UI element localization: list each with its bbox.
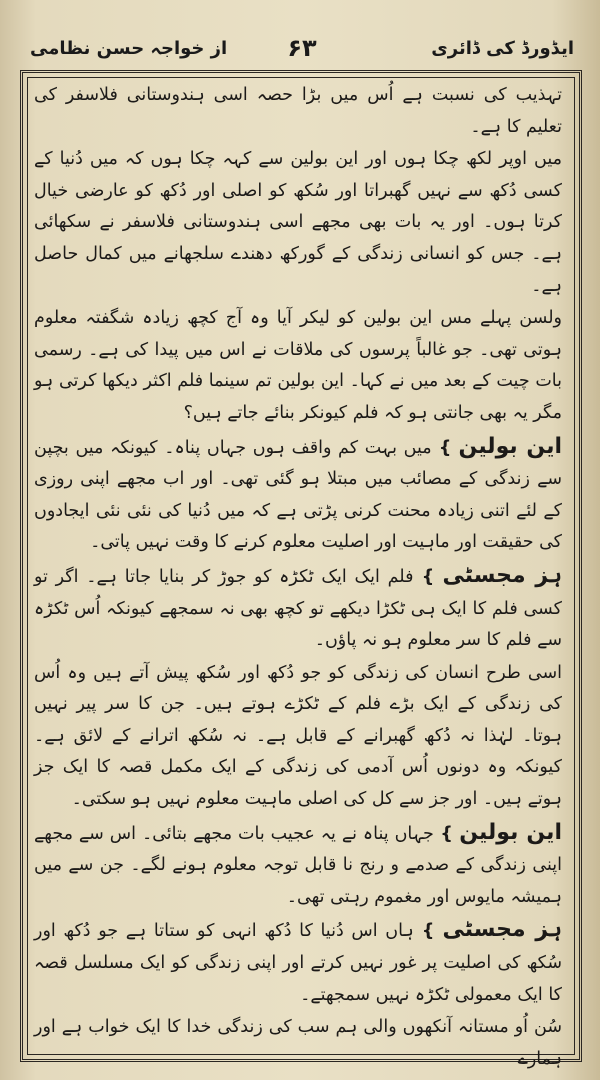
- speaker-name: ہز مجسٹی: [442, 917, 562, 943]
- speaker-name: ہز مجسٹی: [442, 562, 562, 588]
- running-title: ایڈورڈ کی ڈائری: [431, 38, 574, 59]
- paragraph: میں اوپر لکھ چکا ہوں اور این بولین سے کہہ چکا ہوں کہ میں دُنیا کے کسی دُکھ سے نہیں گھبراتا اور سُکھ کو اصلی اور دُکھ کو عارضی خیال کرتا ہوں۔ اور یہ بات بھی مجھے اسی ہندوستانی فلاسفر نے سکھائی ہے۔ جس کو انسانی زندگی کے گورکھ دھندے سلجھانے میں کمال حاصل ہے۔: [34, 149, 562, 296]
- paragraph: سُن اُو مستانہ آنکھوں والی ہم سب کی زندگی خدا کا ایک خواب ہے اور ہمارے: [34, 1017, 562, 1069]
- speaker-name: این بولین: [459, 819, 562, 845]
- dialogue-paragraph: ہز مجسٹی } ہاں اس دُنیا کا دُکھ انہی کو ستاتا ہے جو دُکھ اور سُکھ کی اصلیت پر غور نہیں کرتے اور اپنی زندگی کو ایک مسلسل قصہ کا ایک معمولی ٹکڑہ نہیں سمجھتے۔: [34, 917, 562, 1005]
- paragraph: ولسن پہلے مس این بولین کو لیکر آیا وہ آج کچھ زیادہ شگفتہ معلوم ہوتی تھی۔ جو غالباً پرسوں کی ملاقات نے اس میں پیدا کی ہے۔ رسمی بات چیت کے بعد میں نے کہا۔ این بولین تم سینما فلم اکثر دیکھا کرتی ہو مگر یہ بھی جانتی ہو کہ فلم کیونکر بنائے جاتے ہیں؟: [34, 308, 562, 423]
- speaker-name: این بولین: [458, 433, 562, 459]
- dialogue-paragraph: این بولین } میں بہت کم واقف ہوں جہاں پناہ۔ کیونکہ میں بچپن سے زندگی کے مصائب میں مبتلا ہو گئی تھی۔ اور اب مجھے اپنی روزی کے لئے اتنی زیادہ محنت کرنی پڑتی ہے کہ میں دُنیا کی نئی نئی ایجادوں کی حقیقت اور ماہیت اور اصلیت معلوم کرنے کا وقت نہیں پاتی۔: [34, 433, 562, 553]
- page-number: ۶۳: [287, 34, 317, 62]
- body-text: [34, 80, 562, 1069]
- page-header: [30, 30, 574, 70]
- paragraph: تہذیب کی نسبت ہے اُس میں بڑا حصہ اسی ہندوستانی فلاسفر کی تعلیم کا ہے۔: [34, 85, 562, 137]
- dialogue-paragraph: این بولین } جہاں پناہ نے یہ عجیب بات مجھے بتائی۔ اس سے مجھے اپنی زندگی کے صدمے و رنج نا قابل توجہ معلوم ہونے لگے۔ جن سے میں ہمیشہ مایوس اور مغموم رہتی تھی۔: [34, 819, 562, 907]
- dialogue-paragraph: ہز مجسٹی } فلم ایک ایک ٹکڑہ کو جوڑ کر بنایا جاتا ہے۔ اگر تو کسی فلم کا ایک ہی ٹکڑا دیکھے تو کچھ بھی نہ سمجھے کیونکہ اُس ٹکڑہ سے فلم کا سر معلوم ہو نہ پاؤں۔: [34, 562, 562, 651]
- paragraph: اسی طرح انسان کی زندگی کو جو دُکھ اور سُکھ پیش آتے ہیں وہ اُس کی زندگی کے ایک بڑے فلم کے ٹکڑے ہوتے ہیں۔ جن کا سر پیر نہیں ہوتا۔ لہٰذا نہ دُکھ گھبرانے کے قابل ہے۔ نہ سُکھ اترانے کے لائق ہے۔ کیونکہ وہ دونوں اُس آدمی کی زندگی کے ایک مکمل قصہ کا ایک جز ہوتے ہیں۔ اور جز سے کل کی اصلی ماہیت معلوم نہیں ہو سکتی۔: [34, 662, 562, 810]
- running-author: از خواجہ حسن نظامی: [30, 38, 228, 59]
